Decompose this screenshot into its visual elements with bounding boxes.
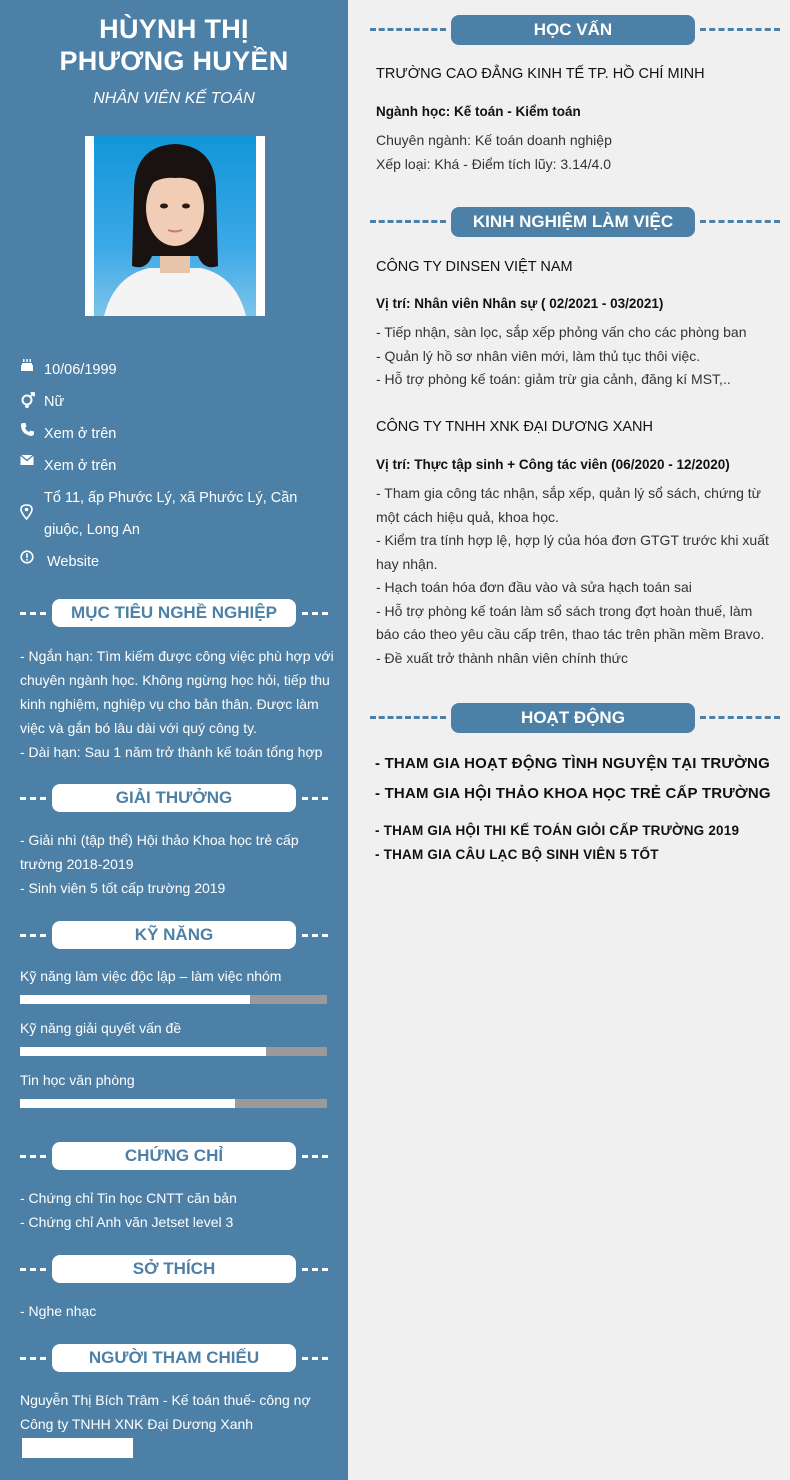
job-duty-line: - Hạch toán hóa đơn đầu vào và sửa hạch toán sai xyxy=(376,579,692,595)
job-duty-line: hay nhận. xyxy=(376,555,438,572)
hobby-line: - Nghe nhạc xyxy=(20,1303,97,1319)
certificates-heading: CHỨNG CHỈ xyxy=(52,1142,296,1170)
hobbies-heading: SỞ THÍCH xyxy=(52,1255,296,1283)
career-goal-line: - Ngắn hạn: Tìm kiếm được công việc phù hợp với xyxy=(20,648,334,664)
main-content xyxy=(348,0,790,1480)
education-major: Ngành học: Kế toán - Kiểm toán xyxy=(376,104,581,119)
career-goal-heading: MỤC TIÊU NGHỀ NGHIỆP xyxy=(52,599,296,627)
awards-line: - Giải nhì (tập thể) Hội thảo Khoa học trẻ cấp xyxy=(20,832,299,848)
section-career-goal-header xyxy=(20,599,328,627)
contact-phone xyxy=(20,422,340,446)
skill-label: Tin học văn phòng xyxy=(20,1072,135,1088)
section-activities-header xyxy=(370,703,780,733)
education-specialty: Chuyên ngành: Kế toán doanh nghiệp xyxy=(376,132,612,148)
job-duties xyxy=(376,482,776,670)
activity-item: - THAM GIA CÂU LẠC BỘ SINH VIÊN 5 TỐT xyxy=(375,847,659,862)
career-goal-line: - Dài hạn: Sau 1 năm trở thành kế toán tổng hợp xyxy=(20,744,323,760)
profile-name-line2: PHƯƠNG HUYỀN xyxy=(59,46,289,76)
career-goal-text xyxy=(20,644,338,764)
phone-text: Xem ở trên xyxy=(44,426,117,442)
activity-item: - THAM GIA HỘI THẢO KHOA HỌC TRẺ CẤP TRƯỜNG xyxy=(375,785,771,802)
activities-heading: HOẠT ĐỘNG xyxy=(451,703,695,733)
reference-line: Nguyễn Thị Bích Trâm - Kế toán thuế- công nợ xyxy=(20,1392,311,1408)
certificates-text xyxy=(20,1186,338,1234)
skill-bar xyxy=(20,1047,327,1056)
job-duty-line: một cách hiệu quả, khoa học. xyxy=(376,508,559,525)
location-icon xyxy=(20,486,44,524)
skill-label: Kỹ năng làm việc độc lập – làm việc nhóm xyxy=(20,968,282,984)
section-awards-header xyxy=(20,784,328,812)
cake-icon xyxy=(20,358,44,376)
job-duty-line: - Tham gia công tác nhận, sắp xếp, quản lý sổ sách, chứng từ xyxy=(376,485,762,501)
contact-address xyxy=(20,486,340,542)
address-line1: Tổ 11, ấp Phước Lý, xã Phước Lý, Cần xyxy=(44,490,298,506)
job-duty-line: - Kiểm tra tính hợp lệ, hợp lý của hóa đơn GTGT trước khi xuất xyxy=(376,532,769,548)
contact-email xyxy=(20,454,340,478)
phone-icon xyxy=(20,422,44,441)
job-position: Vị trí: Nhân viên Nhân sự ( 02/2021 - 03/2021) xyxy=(376,296,664,311)
references-heading: NGƯỜI THAM CHIẾU xyxy=(52,1344,296,1372)
reference-line: Công ty TNHH XNK Đại Dương Xanh xyxy=(20,1416,254,1432)
gender-text: Nữ xyxy=(44,394,65,410)
section-experience-header xyxy=(370,207,780,237)
profile-photo xyxy=(85,136,265,316)
gender-icon xyxy=(20,390,44,412)
contact-gender xyxy=(20,390,340,414)
address-line2: giuộc, Long An xyxy=(44,522,140,538)
section-skills-header xyxy=(20,921,328,949)
email-icon xyxy=(20,454,44,470)
job-duty-line: - Hỗ trợ phòng kế toán làm sổ sách trong đợt hoàn thuế, làm xyxy=(376,602,753,619)
job-duty-line: - Tiếp nhận, sàn lọc, sắp xếp phỏng vấn cho các phòng ban xyxy=(376,324,747,340)
email-text: Xem ở trên xyxy=(44,458,117,474)
activity-item: - THAM GIA HOẠT ĐỘNG TÌNH NGUYỆN TẠI TRƯỜNG xyxy=(375,755,770,772)
job-position: Vị trí: Thực tập sinh + Công tác viên (06/2020 - 12/2020) xyxy=(376,457,730,472)
contact-website[interactable] xyxy=(20,550,340,574)
certificate-line: - Chứng chỉ Tin học CNTT căn bản xyxy=(20,1190,237,1206)
skill-bar xyxy=(20,995,327,1004)
activity-item: - THAM GIA HỘI THI KẾ TOÁN GIỎI CẤP TRƯỜNG 2019 xyxy=(375,823,740,838)
section-references-header xyxy=(20,1344,328,1372)
career-goal-line: việc và gắn bó lâu dài với quý công ty. xyxy=(20,720,257,736)
experience-heading: KINH NGHIỆM LÀM VIỆC xyxy=(451,207,695,237)
job-duty-line: - Đề xuất trở thành nhân viên chính thức xyxy=(376,649,629,666)
awards-line: - Sinh viên 5 tốt cấp trường 2019 xyxy=(20,880,226,896)
career-goal-line: chuyên ngành học. Không ngừng học hỏi, tiếp thu xyxy=(20,672,330,688)
awards-heading: GIẢI THƯỞNG xyxy=(52,784,296,812)
job-company: CÔNG TY DINSEN VIỆT NAM xyxy=(376,259,573,275)
birthday-text: 10/06/1999 xyxy=(44,362,117,378)
sidebar xyxy=(0,0,348,1480)
job-duty-line: - Quản lý hồ sơ nhân viên mới, làm thủ tục thôi việc. xyxy=(376,347,701,364)
awards-line: trường 2018-2019 xyxy=(20,856,134,872)
profile-name-line1: HÙYNH THỊ xyxy=(99,14,249,44)
awards-text xyxy=(20,828,338,900)
skill-label: Kỹ năng giải quyết vấn đề xyxy=(20,1020,182,1036)
section-hobbies-header xyxy=(20,1255,328,1283)
redacted-block xyxy=(22,1438,133,1458)
job-company: CÔNG TY TNHH XNK ĐẠI DƯƠNG XANH xyxy=(376,419,653,435)
education-details xyxy=(376,129,776,176)
education-heading: HỌC VẤN xyxy=(451,15,695,45)
job-duty-line: báo cáo theo yêu cầu cấp trên, thao tác trên phần mềm Bravo. xyxy=(376,626,765,642)
education-grade: Xếp loại: Khá - Điểm tích lũy: 3.14/4.0 xyxy=(376,155,612,172)
education-school: TRƯỜNG CAO ĐẲNG KINH TẾ TP. HỒ CHÍ MINH xyxy=(376,66,705,82)
profile-title: NHÂN VIÊN KẾ TOÁN xyxy=(93,90,255,107)
skill-bar xyxy=(20,1099,327,1108)
career-goal-line: kinh nghiệm, nghiệp vụ cho bản thân. Được làm xyxy=(20,696,319,712)
skills-heading: KỸ NĂNG xyxy=(52,921,296,949)
section-education-header xyxy=(370,15,780,45)
job-duty-line: - Hỗ trợ phòng kế toán: giảm trừ gia cảnh, đăng kí MST,.. xyxy=(376,371,731,387)
references-text xyxy=(20,1388,338,1436)
section-certificates-header xyxy=(20,1142,328,1170)
website-link[interactable]: Website xyxy=(47,554,100,570)
hobbies-text xyxy=(20,1299,338,1323)
portrait-image xyxy=(94,136,256,316)
job-duties xyxy=(376,321,776,392)
contact-birthday xyxy=(20,358,340,382)
certificate-line: - Chứng chỉ Anh văn Jetset level 3 xyxy=(20,1214,234,1230)
website-icon xyxy=(20,550,44,568)
